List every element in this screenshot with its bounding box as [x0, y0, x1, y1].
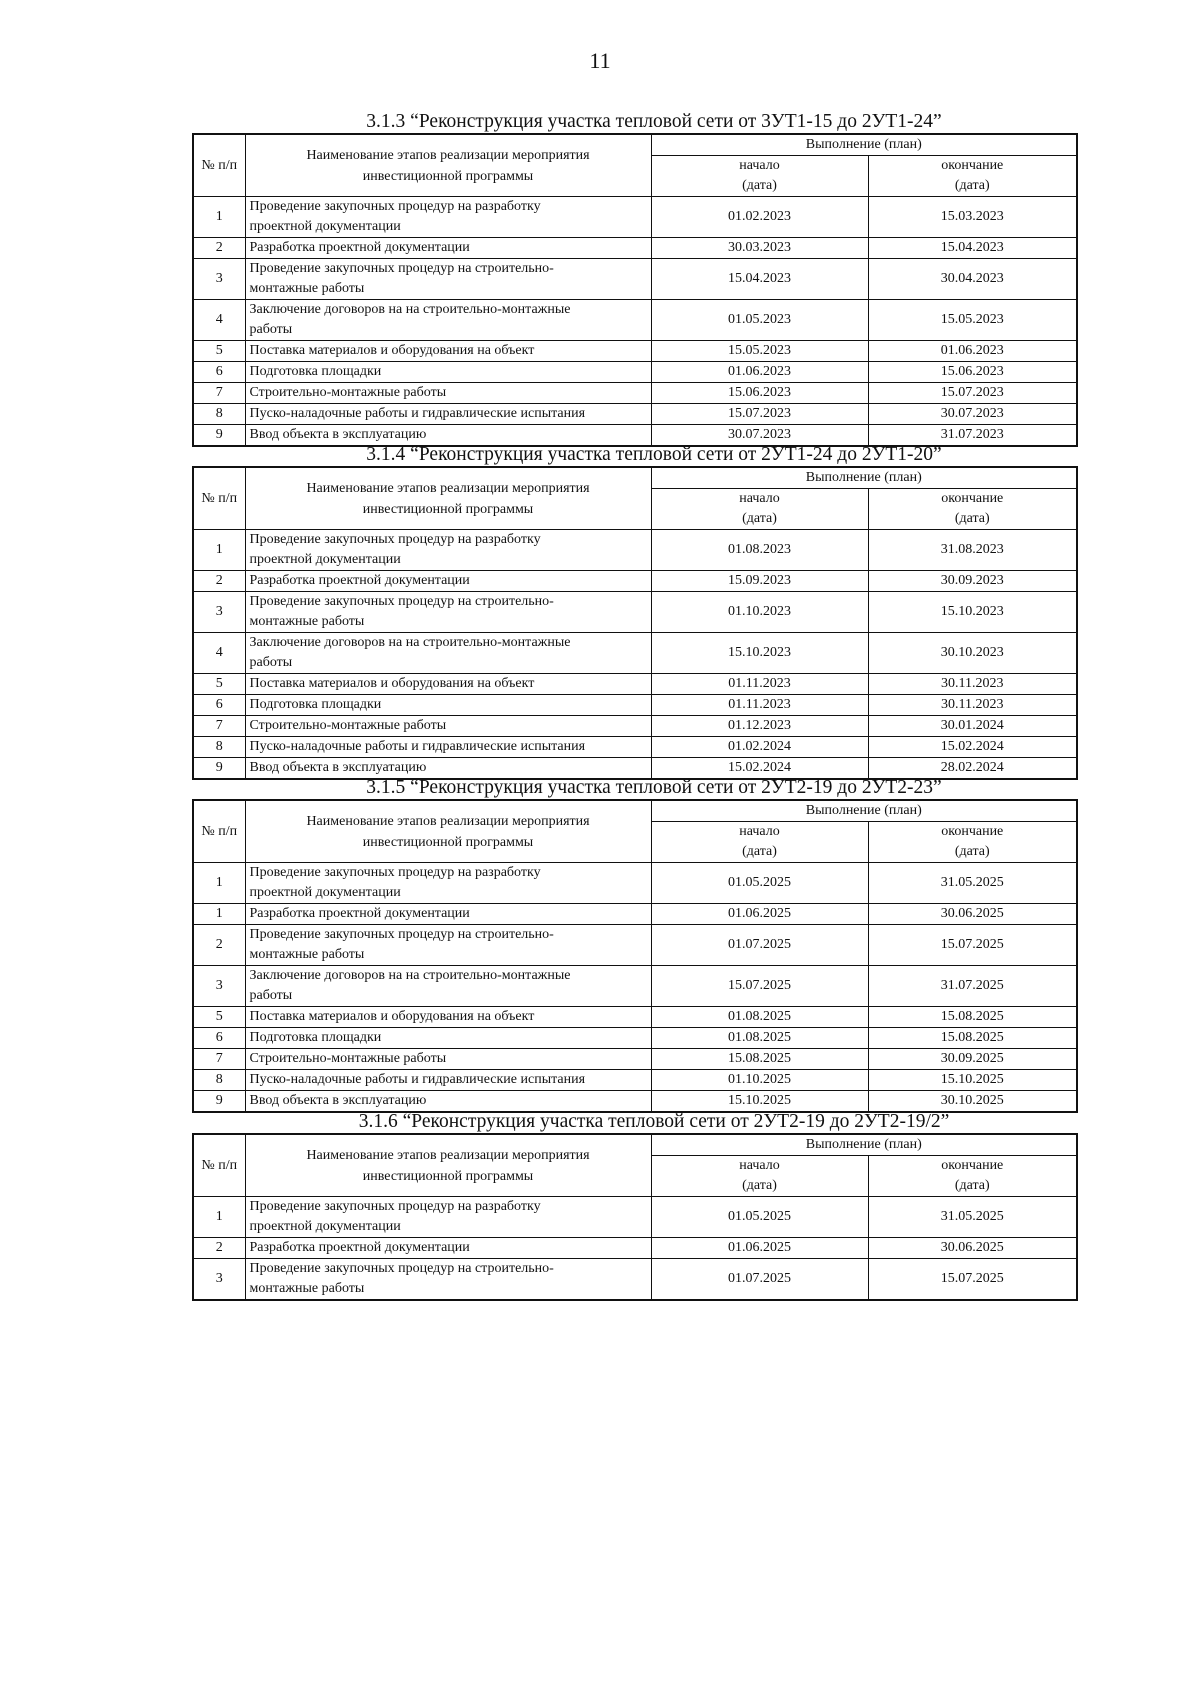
- stage-name: [245, 571, 651, 592]
- page-number: 11: [589, 48, 611, 73]
- stage-name: [245, 1070, 651, 1091]
- header-end-line1: окончание: [941, 491, 1004, 506]
- stage-name-line1: Строительно-монтажные работы: [249, 1051, 447, 1066]
- header-end-line1: окончание: [941, 1158, 1004, 1173]
- table-body: [193, 1197, 1077, 1301]
- stage-name-line2: работы: [249, 655, 293, 670]
- row-number: 1: [193, 1197, 245, 1238]
- end-date: 15.10.2025: [868, 1070, 1077, 1091]
- header-end-line1: окончание: [941, 824, 1004, 839]
- header-end: [868, 489, 1077, 530]
- row-number: 3: [193, 1259, 245, 1301]
- stage-name-line2: монтажные работы: [249, 281, 365, 296]
- stage-name-line1: Подготовка площадки: [249, 697, 382, 712]
- header-start: [651, 822, 868, 863]
- header-execution: Выполнение (план): [651, 134, 1077, 156]
- header-start-line1: начало: [739, 158, 780, 173]
- start-date: 15.02.2024: [651, 758, 868, 780]
- header-start-line2: (дата): [742, 844, 777, 859]
- stage-name-line1: Подготовка площадки: [249, 1030, 382, 1045]
- table-row: [193, 695, 1077, 716]
- table-row: [193, 925, 1077, 966]
- schedule-section: [192, 111, 1076, 447]
- end-date: 15.08.2025: [868, 1028, 1077, 1049]
- row-number: 1: [193, 863, 245, 904]
- start-date: 01.10.2025: [651, 1070, 868, 1091]
- start-date: 15.08.2025: [651, 1049, 868, 1070]
- header-start: [651, 1156, 868, 1197]
- section-title: 3.1.5 “Реконструкция участка тепловой сети от 2УТ2-19 до 2УТ2-23”: [366, 777, 942, 798]
- row-number: 8: [193, 737, 245, 758]
- row-number: 6: [193, 695, 245, 716]
- stage-name-line1: Поставка материалов и оборудования на объект: [249, 343, 535, 358]
- table-row: [193, 966, 1077, 1007]
- end-date: 31.05.2025: [868, 863, 1077, 904]
- start-date: 15.04.2023: [651, 259, 868, 300]
- schedule-section: [192, 777, 1076, 1113]
- stage-name-line1: Строительно-монтажные работы: [249, 385, 447, 400]
- header-start-line1: начало: [739, 491, 780, 506]
- stage-name-line1: Заключение договоров на на строительно-монтажные: [249, 968, 571, 983]
- stage-name-line2: проектной документации: [249, 885, 401, 900]
- stage-name-line2: проектной документации: [249, 1219, 401, 1234]
- row-number: 4: [193, 633, 245, 674]
- stage-name-line1: Ввод объекта в эксплуатацию: [249, 427, 427, 442]
- row-number: 2: [193, 238, 245, 259]
- header-num: № п/п: [193, 1134, 245, 1197]
- header-end: [868, 156, 1077, 197]
- header-num: № п/п: [193, 134, 245, 197]
- end-date: 30.10.2023: [868, 633, 1077, 674]
- stage-name: [245, 1238, 651, 1259]
- header-end-line1: окончание: [941, 158, 1004, 173]
- stage-name-line1: Проведение закупочных процедур на строительно-: [249, 1261, 554, 1276]
- start-date: 01.11.2023: [651, 695, 868, 716]
- table-row: [193, 904, 1077, 925]
- start-date: 01.11.2023: [651, 674, 868, 695]
- end-date: 15.07.2023: [868, 383, 1077, 404]
- stage-name-line1: Пуско-наладочные работы и гидравлические испытания: [249, 406, 586, 421]
- end-date: 30.06.2025: [868, 1238, 1077, 1259]
- stage-name: [245, 758, 651, 780]
- stage-name-line1: Проведение закупочных процедур на разработку: [249, 865, 541, 880]
- start-date: 01.08.2025: [651, 1007, 868, 1028]
- header-name-line2: инвестиционной программы: [362, 834, 534, 850]
- end-date: 30.11.2023: [868, 695, 1077, 716]
- stage-name: [245, 966, 651, 1007]
- start-date: 01.08.2025: [651, 1028, 868, 1049]
- header-execution: Выполнение (план): [651, 800, 1077, 822]
- header-end: [868, 1156, 1077, 1197]
- table-row: [193, 571, 1077, 592]
- stage-name-line1: Ввод объекта в эксплуатацию: [249, 760, 427, 775]
- header-name-line1: Наименование этапов реализации мероприятия: [306, 1147, 590, 1163]
- start-date: 01.07.2025: [651, 925, 868, 966]
- header-name-line2: инвестиционной программы: [362, 1168, 534, 1184]
- schedule-table: [192, 799, 1078, 1113]
- stage-name: [245, 300, 651, 341]
- start-date: 15.06.2023: [651, 383, 868, 404]
- table-row: [193, 1091, 1077, 1113]
- end-date: 31.07.2025: [868, 966, 1077, 1007]
- table-body: [193, 863, 1077, 1113]
- end-date: 30.09.2025: [868, 1049, 1077, 1070]
- section-title: 3.1.3 “Реконструкция участка тепловой сети от 3УТ1-15 до 2УТ1-24”: [366, 111, 942, 132]
- start-date: 01.08.2023: [651, 530, 868, 571]
- stage-name-line1: Подготовка площадки: [249, 364, 382, 379]
- start-date: 01.05.2025: [651, 1197, 868, 1238]
- end-date: 15.07.2025: [868, 925, 1077, 966]
- stage-name: [245, 1259, 651, 1301]
- stage-name: [245, 1197, 651, 1238]
- row-number: 1: [193, 904, 245, 925]
- table-row: [193, 300, 1077, 341]
- start-date: 30.07.2023: [651, 425, 868, 447]
- start-date: 01.07.2025: [651, 1259, 868, 1301]
- table-row: [193, 530, 1077, 571]
- end-date: 30.04.2023: [868, 259, 1077, 300]
- header-start-line1: начало: [739, 824, 780, 839]
- stage-name: [245, 863, 651, 904]
- header-name-line2: инвестиционной программы: [362, 168, 534, 184]
- stage-name-line2: проектной документации: [249, 219, 401, 234]
- stage-name: [245, 904, 651, 925]
- end-date: 30.11.2023: [868, 674, 1077, 695]
- start-date: 01.02.2024: [651, 737, 868, 758]
- start-date: 15.07.2023: [651, 404, 868, 425]
- stage-name: [245, 362, 651, 383]
- header-num: № п/п: [193, 467, 245, 530]
- header-name-line1: Наименование этапов реализации мероприятия: [306, 480, 590, 496]
- stage-name-line1: Поставка материалов и оборудования на объект: [249, 676, 535, 691]
- end-date: 15.03.2023: [868, 197, 1077, 238]
- row-number: 4: [193, 300, 245, 341]
- table-row: [193, 1197, 1077, 1238]
- row-number: 2: [193, 925, 245, 966]
- header-name: [245, 800, 651, 863]
- start-date: 15.10.2023: [651, 633, 868, 674]
- table-row: [193, 1007, 1077, 1028]
- stage-name: [245, 238, 651, 259]
- stage-name-line1: Проведение закупочных процедур на разработку: [249, 532, 541, 547]
- table-body: [193, 197, 1077, 447]
- stage-name: [245, 1049, 651, 1070]
- stage-name: [245, 633, 651, 674]
- table-row: [193, 425, 1077, 447]
- table-row: [193, 1070, 1077, 1091]
- table-row: [193, 238, 1077, 259]
- start-date: 01.12.2023: [651, 716, 868, 737]
- stage-name-line2: монтажные работы: [249, 947, 365, 962]
- end-date: 31.08.2023: [868, 530, 1077, 571]
- row-number: 3: [193, 259, 245, 300]
- stage-name-line1: Поставка материалов и оборудования на объект: [249, 1009, 535, 1024]
- start-date: 01.06.2025: [651, 1238, 868, 1259]
- table-row: [193, 383, 1077, 404]
- row-number: 8: [193, 404, 245, 425]
- end-date: 28.02.2024: [868, 758, 1077, 780]
- end-date: 30.07.2023: [868, 404, 1077, 425]
- header-name: [245, 467, 651, 530]
- stage-name-line1: Ввод объекта в эксплуатацию: [249, 1093, 427, 1108]
- row-number: 6: [193, 362, 245, 383]
- start-date: 15.10.2025: [651, 1091, 868, 1113]
- header-start-line2: (дата): [742, 511, 777, 526]
- end-date: 15.06.2023: [868, 362, 1077, 383]
- end-date: 31.05.2025: [868, 1197, 1077, 1238]
- header-execution: Выполнение (план): [651, 467, 1077, 489]
- stage-name: [245, 1091, 651, 1113]
- row-number: 1: [193, 530, 245, 571]
- stage-name-line2: работы: [249, 322, 293, 337]
- table-row: [193, 863, 1077, 904]
- header-start: [651, 156, 868, 197]
- header-name: [245, 134, 651, 197]
- stage-name-line1: Разработка проектной документации: [249, 1240, 470, 1255]
- header-end-line2: (дата): [954, 1178, 990, 1193]
- row-number: 7: [193, 383, 245, 404]
- start-date: 15.05.2023: [651, 341, 868, 362]
- table-row: [193, 362, 1077, 383]
- stage-name-line1: Заключение договоров на на строительно-монтажные: [249, 635, 571, 650]
- stage-name: [245, 404, 651, 425]
- stage-name: [245, 259, 651, 300]
- row-number: 7: [193, 1049, 245, 1070]
- end-date: 30.10.2025: [868, 1091, 1077, 1113]
- start-date: 01.06.2023: [651, 362, 868, 383]
- end-date: 15.05.2023: [868, 300, 1077, 341]
- schedule-table: [192, 1133, 1078, 1301]
- table-row: [193, 737, 1077, 758]
- end-date: 15.07.2025: [868, 1259, 1077, 1301]
- stage-name-line1: Пуско-наладочные работы и гидравлические испытания: [249, 739, 586, 754]
- stage-name: [245, 592, 651, 633]
- end-date: 15.02.2024: [868, 737, 1077, 758]
- end-date: 30.09.2023: [868, 571, 1077, 592]
- table-row: [193, 1238, 1077, 1259]
- header-name-line1: Наименование этапов реализации мероприятия: [306, 147, 590, 163]
- stage-name-line1: Проведение закупочных процедур на строительно-: [249, 261, 554, 276]
- stage-name: [245, 925, 651, 966]
- table-row: [193, 404, 1077, 425]
- table-row: [193, 592, 1077, 633]
- stage-name: [245, 737, 651, 758]
- start-date: 01.02.2023: [651, 197, 868, 238]
- row-number: 9: [193, 758, 245, 780]
- stage-name-line2: монтажные работы: [249, 614, 365, 629]
- row-number: 8: [193, 1070, 245, 1091]
- stage-name-line1: Разработка проектной документации: [249, 573, 470, 588]
- end-date: 01.06.2023: [868, 341, 1077, 362]
- section-title: 3.1.6 “Реконструкция участка тепловой сети от 2УТ2-19 до 2УТ2-19/2”: [358, 1111, 950, 1132]
- row-number: 3: [193, 966, 245, 1007]
- row-number: 2: [193, 1238, 245, 1259]
- header-end-line2: (дата): [954, 511, 990, 526]
- end-date: 15.08.2025: [868, 1007, 1077, 1028]
- header-start-line1: начало: [739, 1158, 780, 1173]
- start-date: 01.06.2025: [651, 904, 868, 925]
- stage-name: [245, 383, 651, 404]
- header-start: [651, 489, 868, 530]
- header-execution: Выполнение (план): [651, 1134, 1077, 1156]
- stage-name: [245, 197, 651, 238]
- table-row: [193, 259, 1077, 300]
- stage-name: [245, 530, 651, 571]
- stage-name: [245, 425, 651, 447]
- row-number: 5: [193, 1007, 245, 1028]
- stage-name: [245, 341, 651, 362]
- start-date: 01.10.2023: [651, 592, 868, 633]
- schedule-table: [192, 466, 1078, 780]
- start-date: 30.03.2023: [651, 238, 868, 259]
- schedule-section: [192, 1111, 1076, 1301]
- table-row: [193, 1259, 1077, 1301]
- row-number: 1: [193, 197, 245, 238]
- row-number: 3: [193, 592, 245, 633]
- table-row: [193, 633, 1077, 674]
- stage-name-line1: Проведение закупочных процедур на строительно-: [249, 594, 554, 609]
- stage-name-line2: монтажные работы: [249, 1281, 365, 1296]
- stage-name-line1: Проведение закупочных процедур на разработку: [249, 1199, 541, 1214]
- stage-name: [245, 1007, 651, 1028]
- start-date: 15.07.2025: [651, 966, 868, 1007]
- header-end: [868, 822, 1077, 863]
- row-number: 5: [193, 674, 245, 695]
- header-start-line2: (дата): [742, 1178, 777, 1193]
- stage-name-line1: Разработка проектной документации: [249, 240, 470, 255]
- end-date: 30.06.2025: [868, 904, 1077, 925]
- table-row: [193, 1028, 1077, 1049]
- stage-name: [245, 695, 651, 716]
- schedule-table: [192, 133, 1078, 447]
- table-row: [193, 341, 1077, 362]
- header-start-line2: (дата): [742, 178, 777, 193]
- end-date: 15.10.2023: [868, 592, 1077, 633]
- table-row: [193, 197, 1077, 238]
- row-number: 9: [193, 1091, 245, 1113]
- table-row: [193, 758, 1077, 780]
- stage-name-line1: Проведение закупочных процедур на строительно-: [249, 927, 554, 942]
- schedule-section: [192, 444, 1076, 780]
- end-date: 15.04.2023: [868, 238, 1077, 259]
- stage-name-line2: работы: [249, 988, 293, 1003]
- start-date: 15.09.2023: [651, 571, 868, 592]
- table-row: [193, 716, 1077, 737]
- start-date: 01.05.2025: [651, 863, 868, 904]
- stage-name-line2: проектной документации: [249, 552, 401, 567]
- header-name-line1: Наименование этапов реализации мероприятия: [306, 813, 590, 829]
- row-number: 9: [193, 425, 245, 447]
- stage-name-line1: Строительно-монтажные работы: [249, 718, 447, 733]
- stage-name-line1: Заключение договоров на на строительно-монтажные: [249, 302, 571, 317]
- header-end-line2: (дата): [954, 844, 990, 859]
- header-num: № п/п: [193, 800, 245, 863]
- table-row: [193, 674, 1077, 695]
- header-name: [245, 1134, 651, 1197]
- table-row: [193, 1049, 1077, 1070]
- header-name-line2: инвестиционной программы: [362, 501, 534, 517]
- stage-name: [245, 1028, 651, 1049]
- header-end-line2: (дата): [954, 178, 990, 193]
- end-date: 31.07.2023: [868, 425, 1077, 447]
- row-number: 2: [193, 571, 245, 592]
- stage-name-line1: Пуско-наладочные работы и гидравлические испытания: [249, 1072, 586, 1087]
- stage-name: [245, 716, 651, 737]
- section-title: 3.1.4 “Реконструкция участка тепловой сети от 2УТ1-24 до 2УТ1-20”: [366, 444, 942, 465]
- row-number: 7: [193, 716, 245, 737]
- row-number: 6: [193, 1028, 245, 1049]
- start-date: 01.05.2023: [651, 300, 868, 341]
- stage-name-line1: Проведение закупочных процедур на разработку: [249, 199, 541, 214]
- row-number: 5: [193, 341, 245, 362]
- stage-name: [245, 674, 651, 695]
- table-body: [193, 530, 1077, 780]
- stage-name-line1: Разработка проектной документации: [249, 906, 470, 921]
- end-date: 30.01.2024: [868, 716, 1077, 737]
